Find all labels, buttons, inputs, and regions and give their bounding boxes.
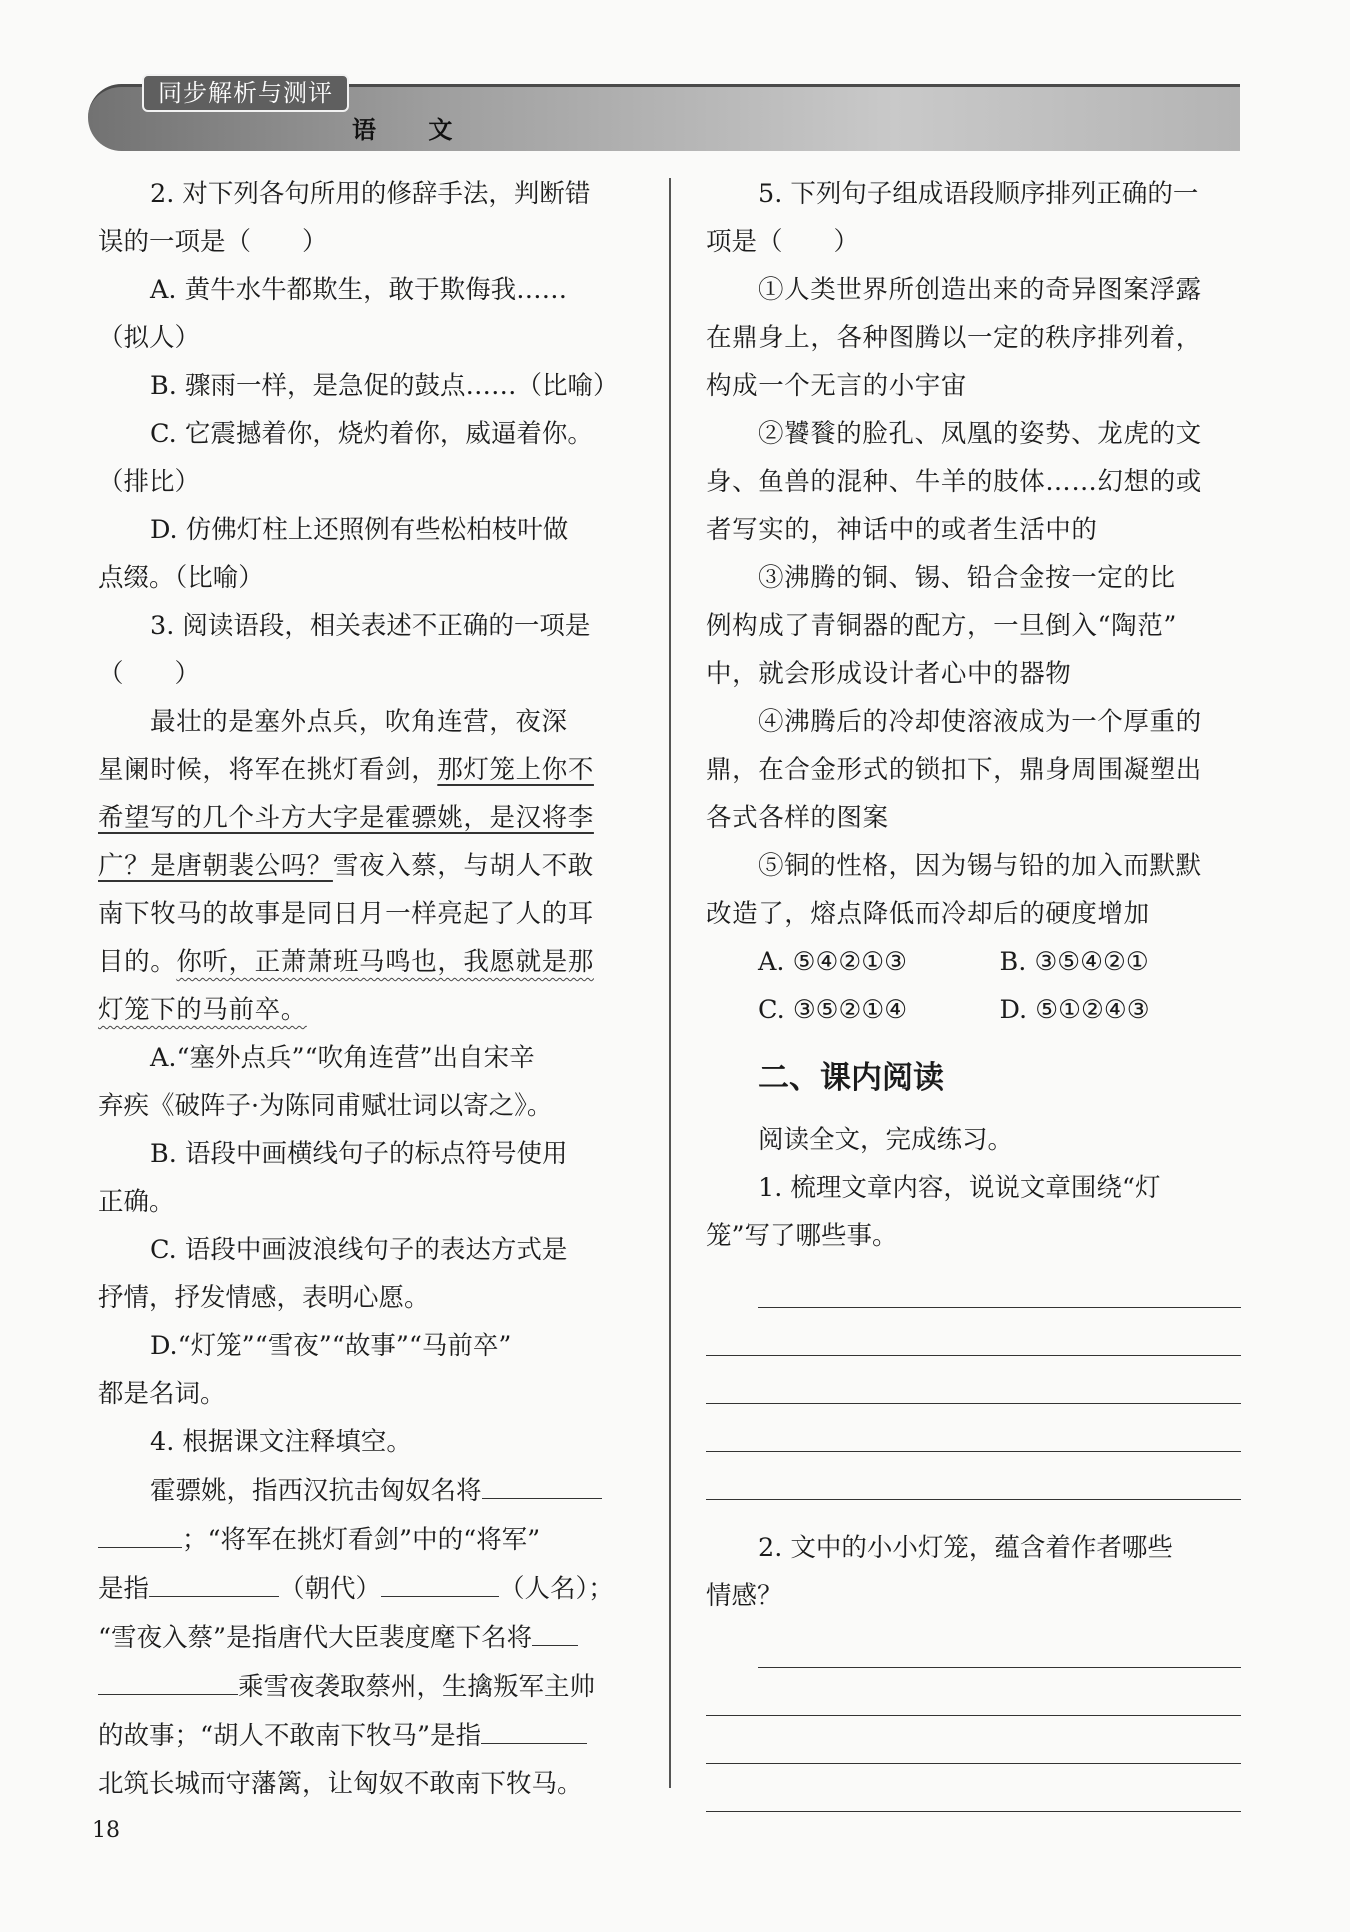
q4-text: 的故事；“胡人不敢南下牧马”是指: [98, 1721, 482, 1751]
q4-line: [98, 1466, 633, 1515]
passage-text: 雪夜入蔡，与胡人不敢: [332, 851, 594, 881]
q4-line: [98, 1515, 633, 1564]
column-divider: [669, 178, 671, 1788]
q2-stem: 2. 对下列各句所用的修辞手法，判断错: [150, 179, 591, 209]
reading-q1: 1. 梳理文章内容，说说文章围绕“灯: [758, 1173, 1161, 1203]
q4-text: （朝代）: [279, 1574, 382, 1604]
q5-choice-c: C. ③⑤②①④: [758, 995, 908, 1025]
passage-text: 星阑时候，将军在挑灯看剑，: [98, 755, 438, 785]
q3-option-a: A.“塞外点兵”“吹角连营”出自宋辛: [150, 1043, 535, 1073]
q4-text: （人名）；: [499, 1574, 614, 1604]
q4-text: “雪夜入蔡”是指唐代大臣裴度麾下名将: [98, 1623, 533, 1653]
q3-option-d-cont: 都是名词。: [98, 1379, 226, 1409]
fill-blank[interactable]: [381, 1564, 499, 1597]
q5-sentence-3-cont: 例构成了青铜器的配方，一旦倒入“陶范”: [706, 611, 1177, 641]
passage-wavy-text: 你听，正萧萧班马鸣也，我愿就是那: [176, 947, 594, 977]
q3-option-b: B. 语段中画横线句子的标点符号使用: [150, 1139, 568, 1169]
q3-option-a-cont: 弃疾《破阵子·为陈同甫赋壮词以寄之》。: [98, 1091, 553, 1121]
fill-blank[interactable]: [481, 1711, 587, 1744]
passage-line: [98, 746, 633, 794]
right-column: [706, 170, 1241, 1812]
q3-stem: 3. 阅读语段，相关表述不正确的一项是: [150, 611, 591, 641]
fill-blank[interactable]: [98, 1515, 182, 1548]
fill-blank[interactable]: [482, 1466, 602, 1499]
fill-blank[interactable]: [532, 1613, 578, 1646]
subject-title: 语 文: [352, 116, 475, 144]
answer-line[interactable]: [706, 1404, 1241, 1452]
q2-option-a: A. 黄牛水牛都欺生，敢于欺侮我……: [150, 275, 568, 305]
q2-option-c: C. 它震撼着你，烧灼着你，威逼着你。: [150, 419, 593, 449]
q5-sentence-4-cont: 鼎，在合金形式的锁扣下，鼎身周围凝塑出: [706, 755, 1202, 785]
answer-line[interactable]: [706, 1356, 1241, 1404]
q5-stem: 5. 下列句子组成语段顺序排列正确的一: [758, 179, 1199, 209]
q3-option-c-cont: 抒情，抒发情感，表明心愿。: [98, 1283, 430, 1313]
q3-option-d: D.“灯笼”“雪夜”“故事”“马前卒”: [150, 1331, 512, 1361]
q5-choice-a: A. ⑤④②①③: [758, 947, 907, 977]
q2-stem-cont: 误的一项是（ ）: [98, 227, 328, 257]
q4-text: 霍骠姚，指西汉抗击匈奴名将: [150, 1476, 482, 1506]
q3-option-c: C. 语段中画波浪线句子的表达方式是: [150, 1235, 568, 1265]
q4-line: [98, 1711, 633, 1760]
passage-wavy-text: 灯笼下的马前卒。: [98, 995, 307, 1025]
q5-choices-row: [706, 986, 1241, 1034]
q3-option-b-cont: 正确。: [98, 1187, 175, 1217]
q5-choice-d: D. ⑤①②④③: [999, 995, 1150, 1025]
answer-line[interactable]: [706, 1668, 1241, 1716]
passage-line: [98, 938, 633, 986]
q5-sentence-5: ⑤铜的性格，因为锡与铅的加入而默默: [758, 851, 1202, 881]
answer-line[interactable]: [758, 1620, 1241, 1668]
q5-sentence-2-cont: 身、鱼兽的混种、牛羊的肢体……幻想的或: [706, 467, 1202, 497]
q4-text: ；“将军在挑灯看剑”中的“将军”: [182, 1525, 541, 1555]
passage-underlined-text: 那灯笼上你不: [437, 755, 594, 785]
series-title: 同步解析与测评: [142, 74, 349, 112]
answer-line[interactable]: [706, 1716, 1241, 1764]
passage-line: 最壮的是塞外点兵，吹角连营，夜深: [150, 707, 568, 737]
q2-option-d: D. 仿佛灯柱上还照例有些松柏枝叶做: [150, 515, 569, 545]
reading-q2: 2. 文中的小小灯笼，蕴含着作者哪些: [758, 1533, 1173, 1563]
answer-line[interactable]: [706, 1452, 1241, 1500]
passage-line: [98, 842, 633, 890]
passage-text: 目的。: [98, 947, 177, 977]
passage-underlined-text: 希望写的几个斗方大字是霍骠姚，是汉将李: [98, 803, 594, 833]
q5-choice-b: B. ③⑤④②①: [999, 947, 1149, 977]
reading-q1-cont: 笼”写了哪些事。: [706, 1221, 898, 1251]
passage-line: 南下牧马的故事是同日月一样亮起了人的耳: [98, 899, 594, 929]
section-heading: 二、课内阅读: [758, 1060, 944, 1096]
reading-q1-answer-area[interactable]: [706, 1260, 1241, 1500]
q2-option-d-cont: 点缀。（比喻）: [98, 563, 264, 593]
fill-blank[interactable]: [98, 1662, 238, 1695]
answer-line[interactable]: [706, 1308, 1241, 1356]
reading-instruction: 阅读全文，完成练习。: [758, 1125, 1014, 1155]
q4-line: [98, 1564, 633, 1613]
q5-sentences: [706, 266, 1241, 938]
q3-stem-cont: （ ）: [98, 659, 201, 689]
page-number: 18: [92, 1818, 120, 1843]
answer-line[interactable]: [706, 1764, 1241, 1812]
answer-line[interactable]: [758, 1260, 1241, 1308]
q5-sentence-1-cont: 构成一个无言的小宇宙: [706, 371, 968, 401]
passage-line: [98, 794, 633, 842]
q4-stem: 4. 根据课文注释填空。: [150, 1427, 412, 1457]
q4-line: 北筑长城而守藩篱，让匈奴不敢南下牧马。: [98, 1769, 583, 1799]
q5-sentence-1: ①人类世界所创造出来的奇异图案浮露: [758, 275, 1202, 305]
reading-q2-cont: 情感？: [706, 1581, 783, 1611]
q5-choices-row: [706, 938, 1241, 986]
left-column: [98, 170, 633, 1808]
q5-sentence-5-cont: 改造了，熔点降低而冷却后的硬度增加: [706, 899, 1150, 929]
q5-sentence-1-cont: 在鼎身上，各种图腾以一定的秩序排列着，: [706, 323, 1202, 353]
q5-sentence-3-cont: 中，就会形成设计者心中的器物: [706, 659, 1072, 689]
q4-line: [98, 1662, 633, 1711]
fill-blank[interactable]: [149, 1564, 279, 1597]
q5-sentence-4: ④沸腾后的冷却使溶液成为一个厚重的: [758, 707, 1202, 737]
q2-option-c-cont: （排比）: [98, 467, 201, 497]
passage-line: [98, 986, 633, 1034]
q3-passage: [98, 698, 633, 1034]
q4-line: [98, 1613, 633, 1662]
q5-sentence-2-cont: 者写实的，神话中的或者生活中的: [706, 515, 1098, 545]
q5-sentence-3: ③沸腾的铜、锡、铅合金按一定的比: [758, 563, 1176, 593]
q5-stem-cont: 项是（ ）: [706, 227, 860, 257]
q2-option-b: B. 骤雨一样，是急促的鼓点……（比喻）: [150, 371, 619, 401]
passage-underlined-text: 广？是唐朝裴公吗？: [98, 851, 333, 881]
q5-sentence-2: ②饕餮的脸孔、凤凰的姿势、龙虎的文: [758, 419, 1202, 449]
q2-option-a-cont: （拟人）: [98, 323, 201, 353]
q4-text: 乘雪夜袭取蔡州，生擒叛军主帅: [238, 1672, 596, 1702]
q4-text: 是指: [98, 1574, 150, 1604]
reading-q2-answer-area[interactable]: [706, 1620, 1241, 1812]
q5-sentence-4-cont: 各式各样的图案: [706, 803, 889, 833]
